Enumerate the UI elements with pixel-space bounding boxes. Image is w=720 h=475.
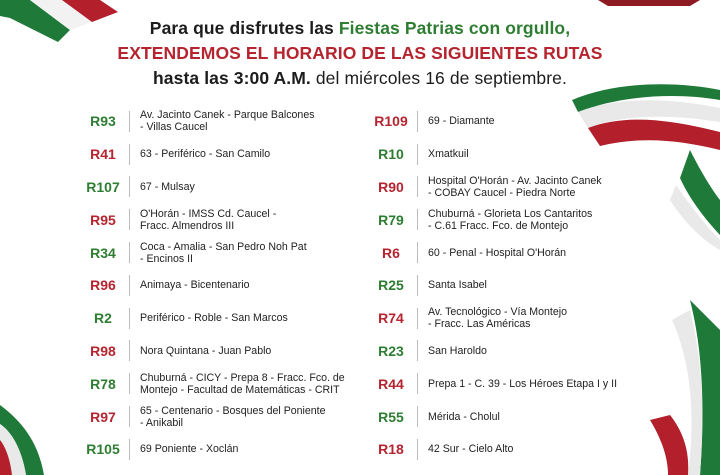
route-row	[372, 105, 632, 138]
route-destinations: 42 Sur - Cielo Alto	[428, 443, 514, 456]
route-code: R23	[378, 342, 404, 359]
header-line-2: EXTENDEMOS EL HORARIO DE LAS SIGUIENTES RUTAS	[117, 43, 603, 63]
route-code: R55	[378, 408, 404, 425]
route-row	[84, 302, 366, 335]
route-destinations: 63 - Periférico - San Camilo	[140, 148, 271, 161]
route-divider	[129, 308, 130, 329]
route-code: R34	[90, 244, 116, 261]
route-code: R44	[378, 375, 404, 392]
header-line-1-prefix: Para que disfrutes las	[149, 18, 339, 38]
route-row	[84, 433, 366, 466]
route-destinations: Av. Tecnológico - Vía Montejo - Fracc. Las Américas	[428, 306, 567, 331]
route-code: R96	[90, 277, 116, 294]
route-row	[84, 105, 366, 138]
route-row	[84, 171, 366, 204]
ribbon-top-right	[598, 0, 700, 6]
route-divider	[417, 242, 418, 263]
route-divider	[129, 439, 130, 460]
header-line-3-time: hasta las 3:00 A.M.	[153, 68, 311, 88]
route-destinations: O'Horán - IMSS Cd. Caucel - Fracc. Almendros III	[140, 207, 277, 232]
route-code: R95	[90, 211, 116, 228]
route-divider	[417, 144, 418, 165]
route-destinations: 69 - Diamante	[428, 115, 495, 128]
route-code: R98	[90, 342, 116, 359]
route-destinations: San Haroldo	[428, 344, 487, 357]
announcement-header	[0, 16, 720, 91]
route-row	[372, 171, 632, 204]
route-divider	[417, 406, 418, 427]
route-code: R109	[374, 113, 408, 130]
route-row	[372, 433, 632, 466]
route-row	[372, 335, 632, 368]
route-destinations: Periférico - Roble - San Marcos	[140, 312, 288, 325]
route-divider	[417, 373, 418, 394]
route-row	[84, 269, 366, 302]
header-line-1	[0, 16, 720, 41]
route-destinations: Mérida - Cholul	[428, 410, 500, 423]
route-destinations: 69 Poniente - Xoclán	[140, 443, 239, 456]
route-code: R79	[378, 211, 404, 228]
header-line-3-date: del miércoles 16 de septiembre.	[310, 68, 567, 88]
route-row	[84, 203, 366, 236]
route-divider	[417, 209, 418, 230]
route-divider	[129, 406, 130, 427]
header-line-1-highlight: Fiestas Patrias con orgullo,	[338, 18, 571, 38]
route-divider	[417, 176, 418, 197]
route-destinations: Prepa 1 - C. 39 - Los Héroes Etapa I y II	[428, 377, 618, 390]
routes-right-column	[372, 105, 632, 466]
route-destinations: 60 - Penal - Hospital O'Horán	[428, 246, 567, 259]
route-code: R25	[378, 277, 404, 294]
route-row	[372, 203, 632, 236]
route-divider	[129, 111, 130, 132]
route-divider	[417, 439, 418, 460]
route-code: R2	[94, 310, 112, 327]
route-destinations: Nora Quintana - Juan Pablo	[140, 344, 272, 357]
route-row	[372, 236, 632, 269]
route-row	[84, 236, 366, 269]
route-code: R18	[378, 441, 404, 458]
route-code: R105	[86, 441, 120, 458]
header-line-3	[0, 66, 720, 91]
route-row	[372, 269, 632, 302]
route-destinations: Xmatkuil	[428, 148, 469, 161]
route-code: R74	[378, 310, 404, 327]
route-destinations: Chuburná - CICY - Prepa 8 - Fracc. Fco. de Montejo - Facultad de Matemáticas - CRIT	[140, 371, 345, 396]
route-divider	[129, 373, 130, 394]
route-destinations: Av. Jacinto Canek - Parque Balcones - Villas Caucel	[140, 109, 315, 134]
route-divider	[417, 275, 418, 296]
ribbon-bottom-left	[0, 405, 44, 475]
route-code: R97	[90, 408, 116, 425]
route-row	[84, 138, 366, 171]
route-divider	[129, 209, 130, 230]
route-row	[372, 302, 632, 335]
route-destinations: Hospital O'Horán - Av. Jacinto Canek - COBAY Caucel - Piedra Norte	[428, 174, 602, 199]
route-divider	[417, 111, 418, 132]
route-code: R90	[378, 178, 404, 195]
route-divider	[417, 340, 418, 361]
route-divider	[129, 340, 130, 361]
route-code: R6	[382, 244, 400, 261]
route-divider	[129, 144, 130, 165]
route-code: R41	[90, 146, 116, 163]
route-row	[84, 367, 366, 400]
route-code: R107	[86, 178, 120, 195]
route-code: R10	[378, 146, 404, 163]
route-destinations: Coca - Amalia - San Pedro Noh Pat - Encinos II	[140, 240, 307, 265]
route-row	[372, 367, 632, 400]
route-divider	[129, 176, 130, 197]
route-code: R93	[90, 113, 116, 130]
route-row	[84, 400, 366, 433]
route-destinations: Chuburná - Glorieta Los Cantaritos - C.61 Fracc. Fco. de Montejo	[428, 207, 593, 232]
route-divider	[129, 242, 130, 263]
route-row	[372, 138, 632, 171]
route-row	[84, 335, 366, 368]
route-divider	[129, 275, 130, 296]
route-destinations: 65 - Centenario - Bosques del Poniente - Anikabil	[140, 404, 326, 429]
route-row	[372, 400, 632, 433]
route-destinations: Animaya - Bicentenario	[140, 279, 250, 292]
routes-left-column	[84, 105, 366, 466]
route-divider	[417, 308, 418, 329]
route-destinations: Santa Isabel	[428, 279, 487, 292]
route-code: R78	[90, 375, 116, 392]
route-destinations: 67 - Mulsay	[140, 180, 195, 193]
